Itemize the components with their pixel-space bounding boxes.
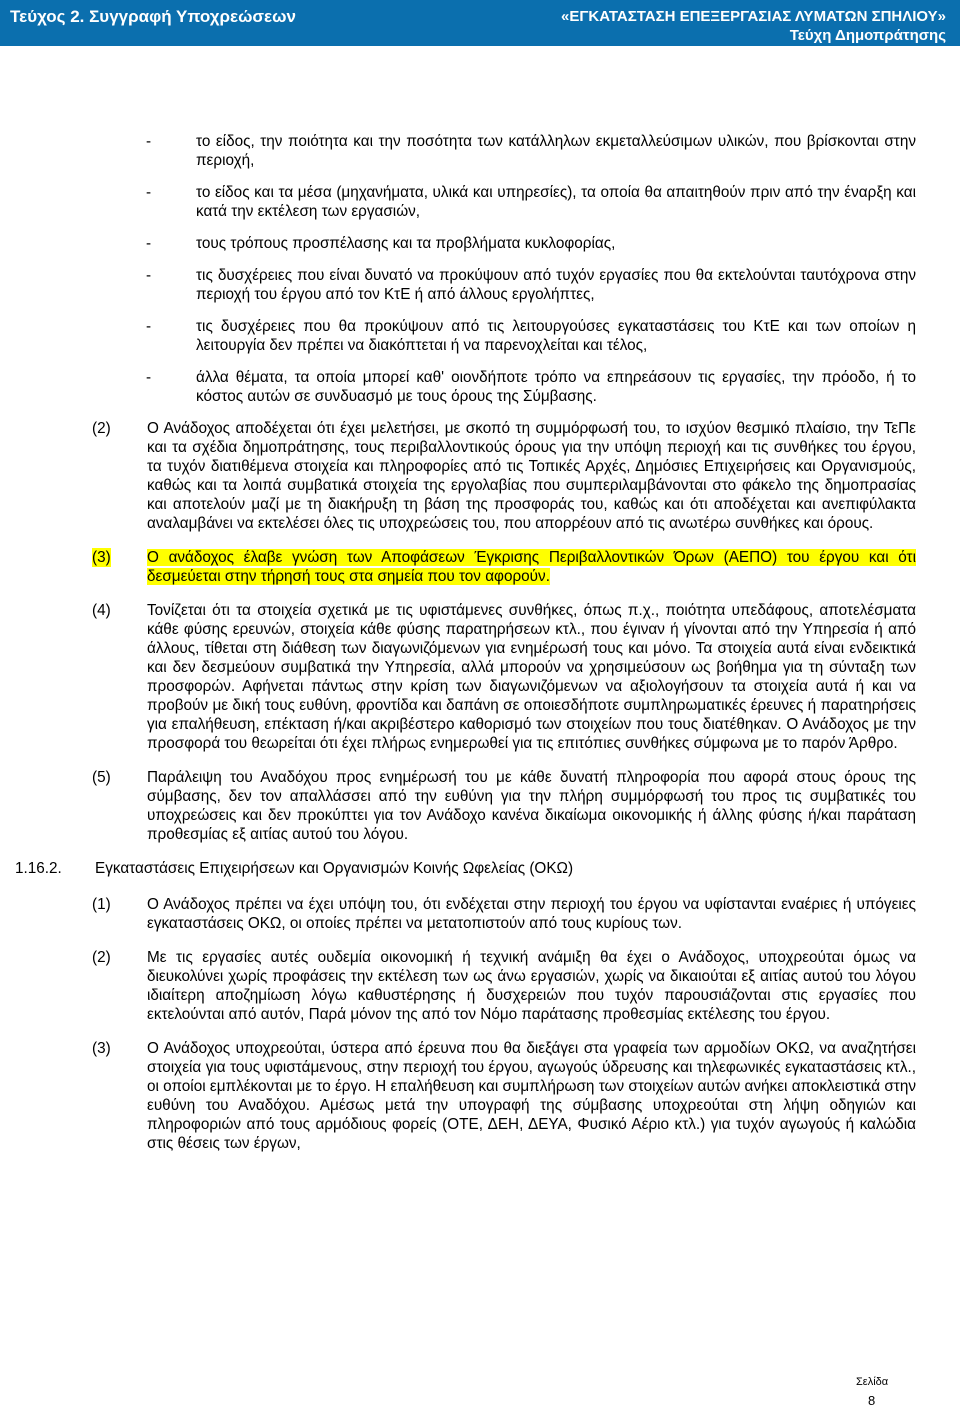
paragraph-number: (3) bbox=[92, 549, 111, 566]
dash-text: τους τρόπους προσπέλασης και τα προβλήματα κυκλοφορίας, bbox=[196, 235, 616, 252]
dash-marker: - bbox=[146, 369, 152, 386]
dash-text: το είδος, την ποιότητα και την ποσότητα των κατάλληλων εκμεταλλεύσιμων υλικών, που βρίσκονται στην περιοχή, bbox=[196, 133, 916, 169]
numbered-paragraph bbox=[92, 948, 916, 1024]
paragraph-number: (1) bbox=[92, 896, 111, 913]
paragraph-text: Παράλειψη του Αναδόχου προς ενημέρωσή του με κάθε δυνατή πληροφορία που αφορά στους όρους της σύμβασης, δεν τον απαλλάσσει από την ευθύνη για την πλήρη συμμόρφωσή του προς τις συμβατικές του υποχρεώσεις και δεν προκύπτει για τον Ανάδοχο κανένα δικαίωμα οικονομικής ή άλλης φύσης ή/και παράταση προθεσμίας εξ αιτίας αυτού του λόγου. bbox=[147, 769, 916, 843]
section-heading bbox=[15, 859, 916, 878]
paragraph-number: (4) bbox=[92, 602, 111, 619]
document-body bbox=[0, 132, 960, 1168]
paragraph-text: Ο Ανάδοχος πρέπει να έχει υπόψη του, ότι ενδέχεται στην περιοχή του έργου να υφίστανται εναέριες ή υπόγειες εγκαταστάσεις ΟΚΩ, οι οποίες πρέπει να μετατοπιστούν από τους κυρίους των. bbox=[147, 896, 916, 932]
paragraph-text-highlighted: Ο ανάδοχος έλαβε γνώση των Αποφάσεων Έγκρισης Περιβαλλοντικών Όρων (ΑΕΠΟ) του έργου και ότι δεσμεύεται στην τήρησή τους στα σημεία που τον αφορούν. bbox=[147, 549, 916, 585]
header-subtitle: Τεύχη Δημοπράτησης bbox=[789, 27, 946, 44]
header-project-title: «ΕΓΚΑΤΑΣΤΑΣΗ ΕΠΕΞΕΡΓΑΣΙΑΣ ΛΥΜΑΤΩΝ ΣΠΗΛΙΟΥ» bbox=[561, 8, 946, 25]
paragraph-text: Ο Ανάδοχος υποχρεούται, ύστερα από έρευνα που θα διεξάγει στα γραφεία των αρμοδίων ΟΚΩ, να αναζητήσει στοιχεία για τους υφιστάμενους, στην περιοχή του έργου, αγωγούς ύδρευσης και τηλεφωνικές εγκαταστάσεις κτλ., οι οποίοι εμπλέκονται με το έργο. Η επαλήθευση και συμπλήρωση των στοιχείων αυτών ανήκει αποκλειστικά στην ευθύνη του Αναδόχου. Αμέσως μετά την υπογραφή της σύμβασης υποχρεούται στη λήψη οδηγιών και πληροφοριών από τους αρμόδιους φορείς (ΟΤΕ, ΔΕΗ, ΔΕΥΑ, Φυσικό Αέριο κτλ.) για τυχόν αγωγούς ή καλώδια στις θέσεις των έργων, bbox=[147, 1040, 916, 1152]
page-header bbox=[0, 0, 960, 46]
dash-text: το είδος και τα μέσα (μηχανήματα, υλικά και υπηρεσίες), τα οποία θα απαιτηθούν πριν από την έναρξη και κατά την εκτέλεση των εργασιών, bbox=[196, 184, 916, 220]
paragraph-number: (3) bbox=[92, 1040, 111, 1057]
dash-text: άλλα θέματα, τα οποία μπορεί καθ' οιονδήποτε τρόπο να επηρεάσουν τις εργασίες, την πρόοδο, ή το κόστος αυτών σε συνδυασμό με τους όρους της Σύμβασης. bbox=[196, 369, 916, 405]
numbered-paragraph bbox=[92, 601, 916, 753]
numbered-paragraph bbox=[92, 768, 916, 844]
dash-marker: - bbox=[146, 318, 152, 335]
paragraph-number: (2) bbox=[92, 949, 111, 966]
dash-marker: - bbox=[146, 267, 152, 284]
section-number: 1.16.2. bbox=[15, 860, 62, 877]
dash-marker: - bbox=[146, 133, 152, 150]
dash-item bbox=[146, 183, 916, 221]
paragraph-text: Με τις εργασίες αυτές ουδεμία οικονομική ή τεχνική ανάμιξη θα έχει ο Ανάδοχος, υποχρεούται όμως να διευκολύνει χωρίς προφάσεις την εκτέλεση των ως άνω εργασιών, χωρίς να δικαιούται εξ αιτίας αυτού του λόγου ιδιαίτερη αποζημίωση λόγω καθυστέρησης ή δυσχερειών που τυχόν παρουσιάζονται στις εργασίες που εκτελούνται από αυτόν, Παρά μόνον της από τον Νόμο παράτασης προθεσμίας εκτέλεσης του έργου. bbox=[147, 949, 916, 1023]
paragraph-text: Τονίζεται ότι τα στοιχεία σχετικά με τις υφιστάμενες συνθήκες, όπως π.χ., ποιότητα υπεδάφους, αποτελέσματα κάθε φύσης ερευνών, στοιχεία κάθε φύσης παρατηρήσεων κτλ., που έγιναν ή γίνονται από την Υπηρεσία ή από άλλους, τίθεται στη διάθεση των διαγωνιζόμενων για ενημέρωσή τους και μόνο. Τα στοιχεία αυτά είναι ενδεικτικά και δεν δεσμεύουν συμβατικά την Υπηρεσία, αλλά μπορούν να χρησιμεύσουν ως βοήθημα για τη σύνταξη των προσφορών. Αφήνεται πάντως στην κρίση των διαγωνιζόμενων να αξιολογήσουν τα στοιχεία αυτά ή και να προβούν με δική τους ευθύνη, φροντίδα και δαπάνη σε οποιεσδήποτε συμπληρωματικές έρευνες ή παρατηρήσεις για επαλήθευση, επέκταση ή/και ακριβέστερο καθορισμό των στοιχείων που τους διατέθηκαν. Ο Ανάδοχος με την προσφορά του θεωρείται ότι έχει πλήρως ενημερωθεί για τις επιτόπιες συνθήκες σύμφωνα με το παρόν Άρθρο. bbox=[147, 602, 916, 752]
dash-item bbox=[146, 368, 916, 406]
dash-marker: - bbox=[146, 184, 152, 201]
dash-text: τις δυσχέρειες που θα προκύψουν από τις λειτουργούσες εγκαταστάσεις του ΚτΕ και των οποίων η λειτουργία δεν πρέπει να διακόπτεται ή να παρενοχλείται και τέλος, bbox=[196, 318, 916, 354]
numbered-paragraph bbox=[92, 895, 916, 933]
page-label: Σελίδα bbox=[856, 1376, 889, 1388]
numbered-paragraph bbox=[92, 419, 916, 533]
dash-item bbox=[146, 317, 916, 355]
paragraph-number: (2) bbox=[92, 420, 111, 437]
numbered-paragraph bbox=[92, 1039, 916, 1153]
dash-marker: - bbox=[146, 235, 152, 252]
dash-item bbox=[146, 266, 916, 304]
paragraph-number: (5) bbox=[92, 769, 111, 786]
paragraph-text: Ο Ανάδοχος αποδέχεται ότι έχει μελετήσει, με σκοπό τη συμμόρφωσή του, το ισχύον θεσμικό πλαίσιο, την ΤεΠε και τα σχέδια δημοπράτησης, τους περιβαλλοντικούς όρους για την υπόψη περιοχή και τις συνθήκες του έργου, τα τυχόν διατιθέμενα στοιχεία και πληροφορίες από τις Τοπικές Αρχές, Δημόσιες Επιχειρήσεις και Οργανισμούς, καθώς και τα λοιπά συμβατικά στοιχεία της εργολαβίας που συμπεριλαμβάνονται στο φάκελο της δημοπρασίας και αποτελούν μαζί με τη διακήρυξη τη βάση της προσφοράς του, καθώς και ότι αποδέχεται και ανεπιφύλακτα αναλαμβάνει να εκτελέσει όλες τις υποχρεώσεις του, που απορρέουν από τις ανωτέρω συνθήκες και όρους. bbox=[147, 420, 916, 532]
header-left-title: Τεύχος 2. Συγγραφή Υποχρεώσεων bbox=[10, 7, 296, 26]
section-title: Εγκαταστάσεις Επιχειρήσεων και Οργανισμών Κοινής Ωφελείας (ΟΚΩ) bbox=[95, 860, 574, 877]
header-right-block bbox=[561, 7, 946, 45]
page-number: 8 bbox=[868, 1393, 876, 1408]
dash-item bbox=[146, 132, 916, 170]
dash-item bbox=[146, 234, 916, 253]
dash-text: τις δυσχέρειες που είναι δυνατό να προκύψουν από τυχόν εργασίες που θα εκτελούνται ταυτόχρονα στην περιοχή του έργου από τον ΚτΕ ή από άλλους εργολήπτες, bbox=[196, 267, 916, 303]
numbered-paragraph-highlighted bbox=[92, 548, 916, 586]
